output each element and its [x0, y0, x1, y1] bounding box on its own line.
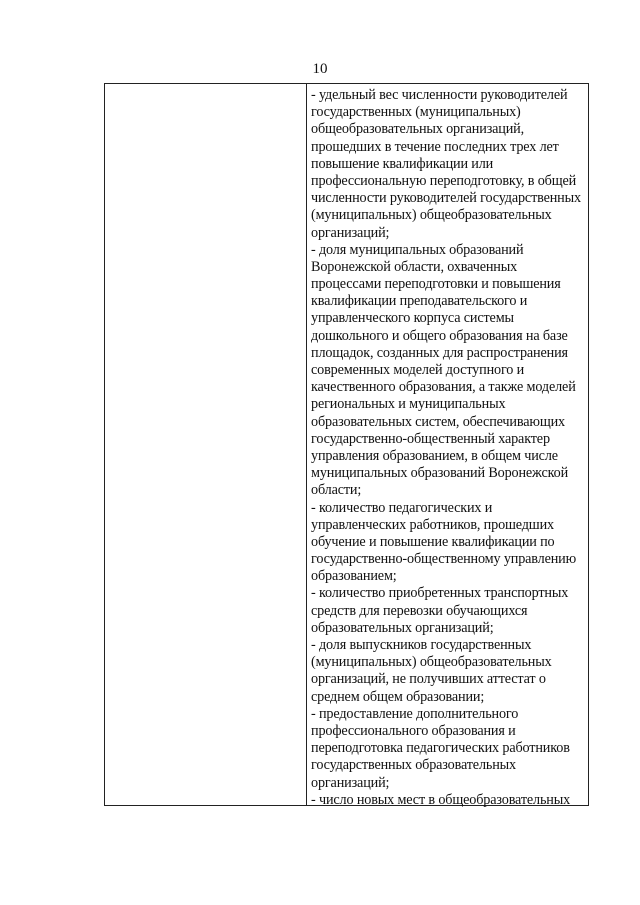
text-line: региональных и муниципальных	[311, 396, 506, 413]
table-left-cell	[105, 84, 306, 805]
text-line: прошедших в течение последних трех лет	[311, 138, 559, 155]
text-line: управления образованием, в общем числе	[311, 447, 558, 464]
text-line: - доля выпускников государственных	[311, 637, 532, 653]
text-line: управленческого корпуса системы	[311, 310, 514, 327]
table-right-cell	[311, 87, 586, 809]
text-line: области;	[311, 482, 362, 499]
text-line: дошкольного и общего образования на базе	[311, 327, 568, 344]
text-line: Воронежской области, охваченных	[311, 258, 518, 275]
text-line: профессиональную переподготовку, в общей	[311, 172, 577, 189]
text-line: среднем общем образовании;	[311, 688, 485, 705]
text-line: управленческих работников, прошедших	[311, 516, 554, 533]
text-line: профессионального образования и	[311, 722, 516, 739]
page-number: 10	[312, 61, 328, 77]
text-line: образованием;	[311, 568, 397, 585]
text-line: - предоставление дополнительного	[311, 705, 519, 722]
text-line: организаций;	[311, 224, 390, 241]
document-table	[104, 83, 589, 806]
text-line: государственно-общественному управлению	[311, 551, 577, 568]
text-line: переподготовка педагогических работников	[311, 740, 570, 757]
text-line: образовательных организаций;	[311, 619, 494, 636]
text-line: численности руководителей государственных	[311, 190, 581, 207]
text-line: площадок, созданных для распространения	[311, 344, 568, 361]
text-line: - количество приобретенных транспортных	[311, 585, 569, 602]
text-line: организаций;	[311, 774, 390, 791]
text-line: процессами переподготовки и повышения	[311, 276, 561, 293]
column-divider	[306, 84, 307, 805]
text-line: муниципальных образований Воронежской	[311, 465, 569, 482]
text-line: государственных образовательных	[311, 757, 516, 774]
text-line: современных моделей доступного и	[311, 362, 525, 378]
text-line: государственных (муниципальных)	[311, 104, 521, 121]
text-line: - удельный вес численности руководителей	[311, 87, 568, 103]
text-line: повышение квалификации или	[311, 155, 494, 172]
text-line: - число новых мест в общеобразовательных	[311, 791, 571, 808]
text-line: государственно-общественный характер	[311, 430, 550, 447]
text-line: общеобразовательных организаций,	[311, 121, 525, 138]
text-line: образовательных систем, обеспечивающих	[311, 413, 565, 430]
text-line: средств для перевозки обучающихся	[311, 602, 528, 619]
text-line: (муниципальных) общеобразовательных	[311, 207, 552, 224]
text-line: - количество педагогических и	[311, 499, 493, 516]
text-line: - доля муниципальных образований	[311, 241, 524, 258]
text-line: организаций, не получивших аттестат о	[311, 671, 546, 688]
text-line: квалификации преподавательского и	[311, 293, 528, 310]
text-line: (муниципальных) общеобразовательных	[311, 654, 552, 671]
text-line: обучение и повышение квалификации по	[311, 533, 555, 550]
text-line: качественного образования, а также моделей	[311, 379, 576, 396]
